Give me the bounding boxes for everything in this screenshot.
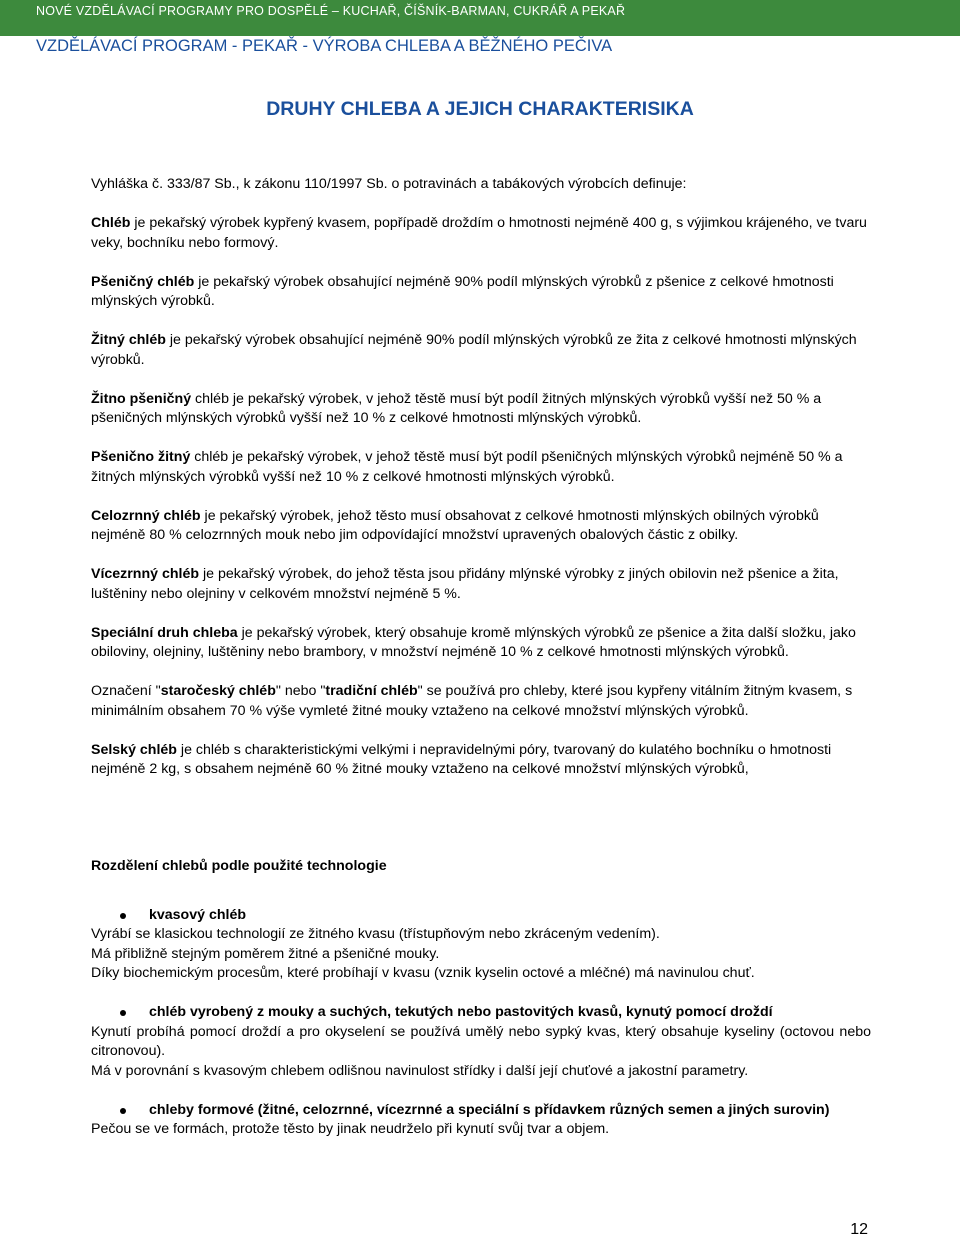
term: Pšenično žitný (91, 449, 191, 465)
definition-specialni: Speciální druh chleba je pekařský výrobek, který obsahuje kromě mlýnských výrobků ze pšenice a žita další složku, jako obiloviny, olejniny, luštěniny nebo brambory, v množství nejméně 10 % z celkové hmotnosti mlýnských výrobků. (91, 624, 856, 660)
term: Žitný chléb (91, 332, 166, 348)
page-number: 12 (850, 1221, 868, 1238)
program-title: VZDĚLÁVACÍ PROGRAM - PEKAŘ - VÝROBA CHLEBA A BĚŽNÉHO PEČIVA (36, 37, 613, 55)
definition-vicezrnny: Vícezrnný chléb je pekařský výrobek, do jehož těsta jsou přidány mlýnské výrobky z jiných obilovin než pšenice a žita, luštěniny nebo olejniny v celkovém množství nejméně 5 %. (91, 566, 839, 602)
definition-psenicny: Pšeničný chléb je pekařský výrobek obsahující nejméně 90% podíl mlýnských výrobků z pšenice z celkové hmotnosti mlýnských výrobků. (91, 273, 834, 309)
bullet-icon (120, 1010, 126, 1016)
definition-psenicno-zitny: Pšenično žitný chléb je pekařský výrobek, v jehož těstě musí být podíl pšeničných mlýnských výrobků nejméně 50 % a žitných mlýnských výrobků vyšší než 10 % z celkové hmotnosti mlýnských výrobků. (91, 449, 843, 485)
bullet-icon (120, 913, 126, 919)
list-item: kvasový chléb Vyrábí se klasickou technologií ze žitného kvasu (třístupňovým nebo zkráceným vedením). Má přibližně stejným poměrem žitné a pšeničné mouky. Díky biochemickým procesům, které probíhají v kvasu (vznik kyselin octové a mléčné) má navinulou chuť. (91, 906, 755, 981)
section-heading: Rozdělení chlebů podle použité technologie (91, 858, 387, 874)
definition-zitno-psenicny: Žitno pšeničný chléb je pekařský výrobek, v jehož těstě musí být podíl žitných mlýnských výrobků vyšší než 50 % a pšeničných mlýnských výrobků vyšší než 10 % z celkové hmotnosti mlýnských výrobků. (91, 390, 822, 426)
header-banner-text: NOVÉ VZDĚLÁVACÍ PROGRAMY PRO DOSPĚLÉ – KUCHAŘ, ČÍŠNÍK-BARMAN, CUKRÁŘ A PEKAŘ (36, 4, 626, 18)
term: Chléb (91, 215, 131, 231)
list-item: chléb vyrobený z mouky a suchých, tekutých nebo pastovitých kvasů, kynutý pomocí droždí Kynutí probíhá pomocí droždí a pro okyselení se používá umělý nebo sypký kvas, který obsahuje kyseliny (octovou nebo citronovou). Má v porovnání s kvasovým chlebem odlišnou navinulost střídky i další její chuťové a jakostní parametry. (91, 1004, 871, 1079)
list-item: chleby formové (žitné, celozrnné, vícezrnné a speciální s přídavkem různých semen a jiných surovin) Pečou se ve formách, protože těsto by jinak neudrželo při kynutí svůj tvar a objem. (91, 1101, 830, 1137)
intro-paragraph: Vyhláška č. 333/87 Sb., k zákonu 110/1997 Sb. o potravinách a tabákových výrobcích definuje: (91, 176, 687, 192)
document-body (91, 175, 871, 1159)
term: Pšeničný chléb (91, 273, 195, 290)
header-banner (0, 0, 960, 36)
definition-selsky: Selský chléb je chléb s charakteristickými velkými i nepravidelnými póry, tvarovaný do kulatého bochníku o hmotnosti nejméně 2 kg, s obsahem nejméně 60 % žitné mouky vztaženo na celkové množství mlýnských výrobků, (91, 741, 832, 777)
definition-chleb: Chléb je pekařský výrobek kypřený kvasem, popřípadě droždím o hmotnosti nejméně 400 g, s výjimkou krájeného, ve tvaru veky, bochníku nebo formový. (91, 215, 867, 251)
oznaceni-paragraph: Označení "staročeský chléb" nebo "tradiční chléb" se používá pro chleby, které jsou kypřeny vitálním žitným kvasem, s minimálním obsahem 70 % výše vymleté žitné mouky vztaženo na celkové množství mlýnských výrobků. (91, 683, 853, 719)
term: Speciální druh chleba (91, 624, 238, 641)
definition-celozrnny: Celozrnný chléb je pekařský výrobek, jehož těsto musí obsahovat z celkové hmotnosti mlýnských obilných výrobků nejméně 80 % celozrnných mouk nebo jim odpovídající množství upravených obalových částic z obilky. (91, 507, 819, 543)
term: Vícezrnný chléb (91, 566, 200, 582)
term: Celozrnný chléb (91, 507, 201, 524)
term: Žitno pšeničný (91, 390, 192, 407)
term: Selský chléb (91, 741, 177, 758)
bullet-icon (120, 1108, 126, 1114)
definition-zitny: Žitný chléb je pekařský výrobek obsahující nejméně 90% podíl mlýnských výrobků ze žita z celkové hmotnosti mlýnských výrobků. (91, 332, 857, 368)
page-title: DRUHY CHLEBA A JEJICH CHARAKTERISIKA (266, 98, 694, 120)
